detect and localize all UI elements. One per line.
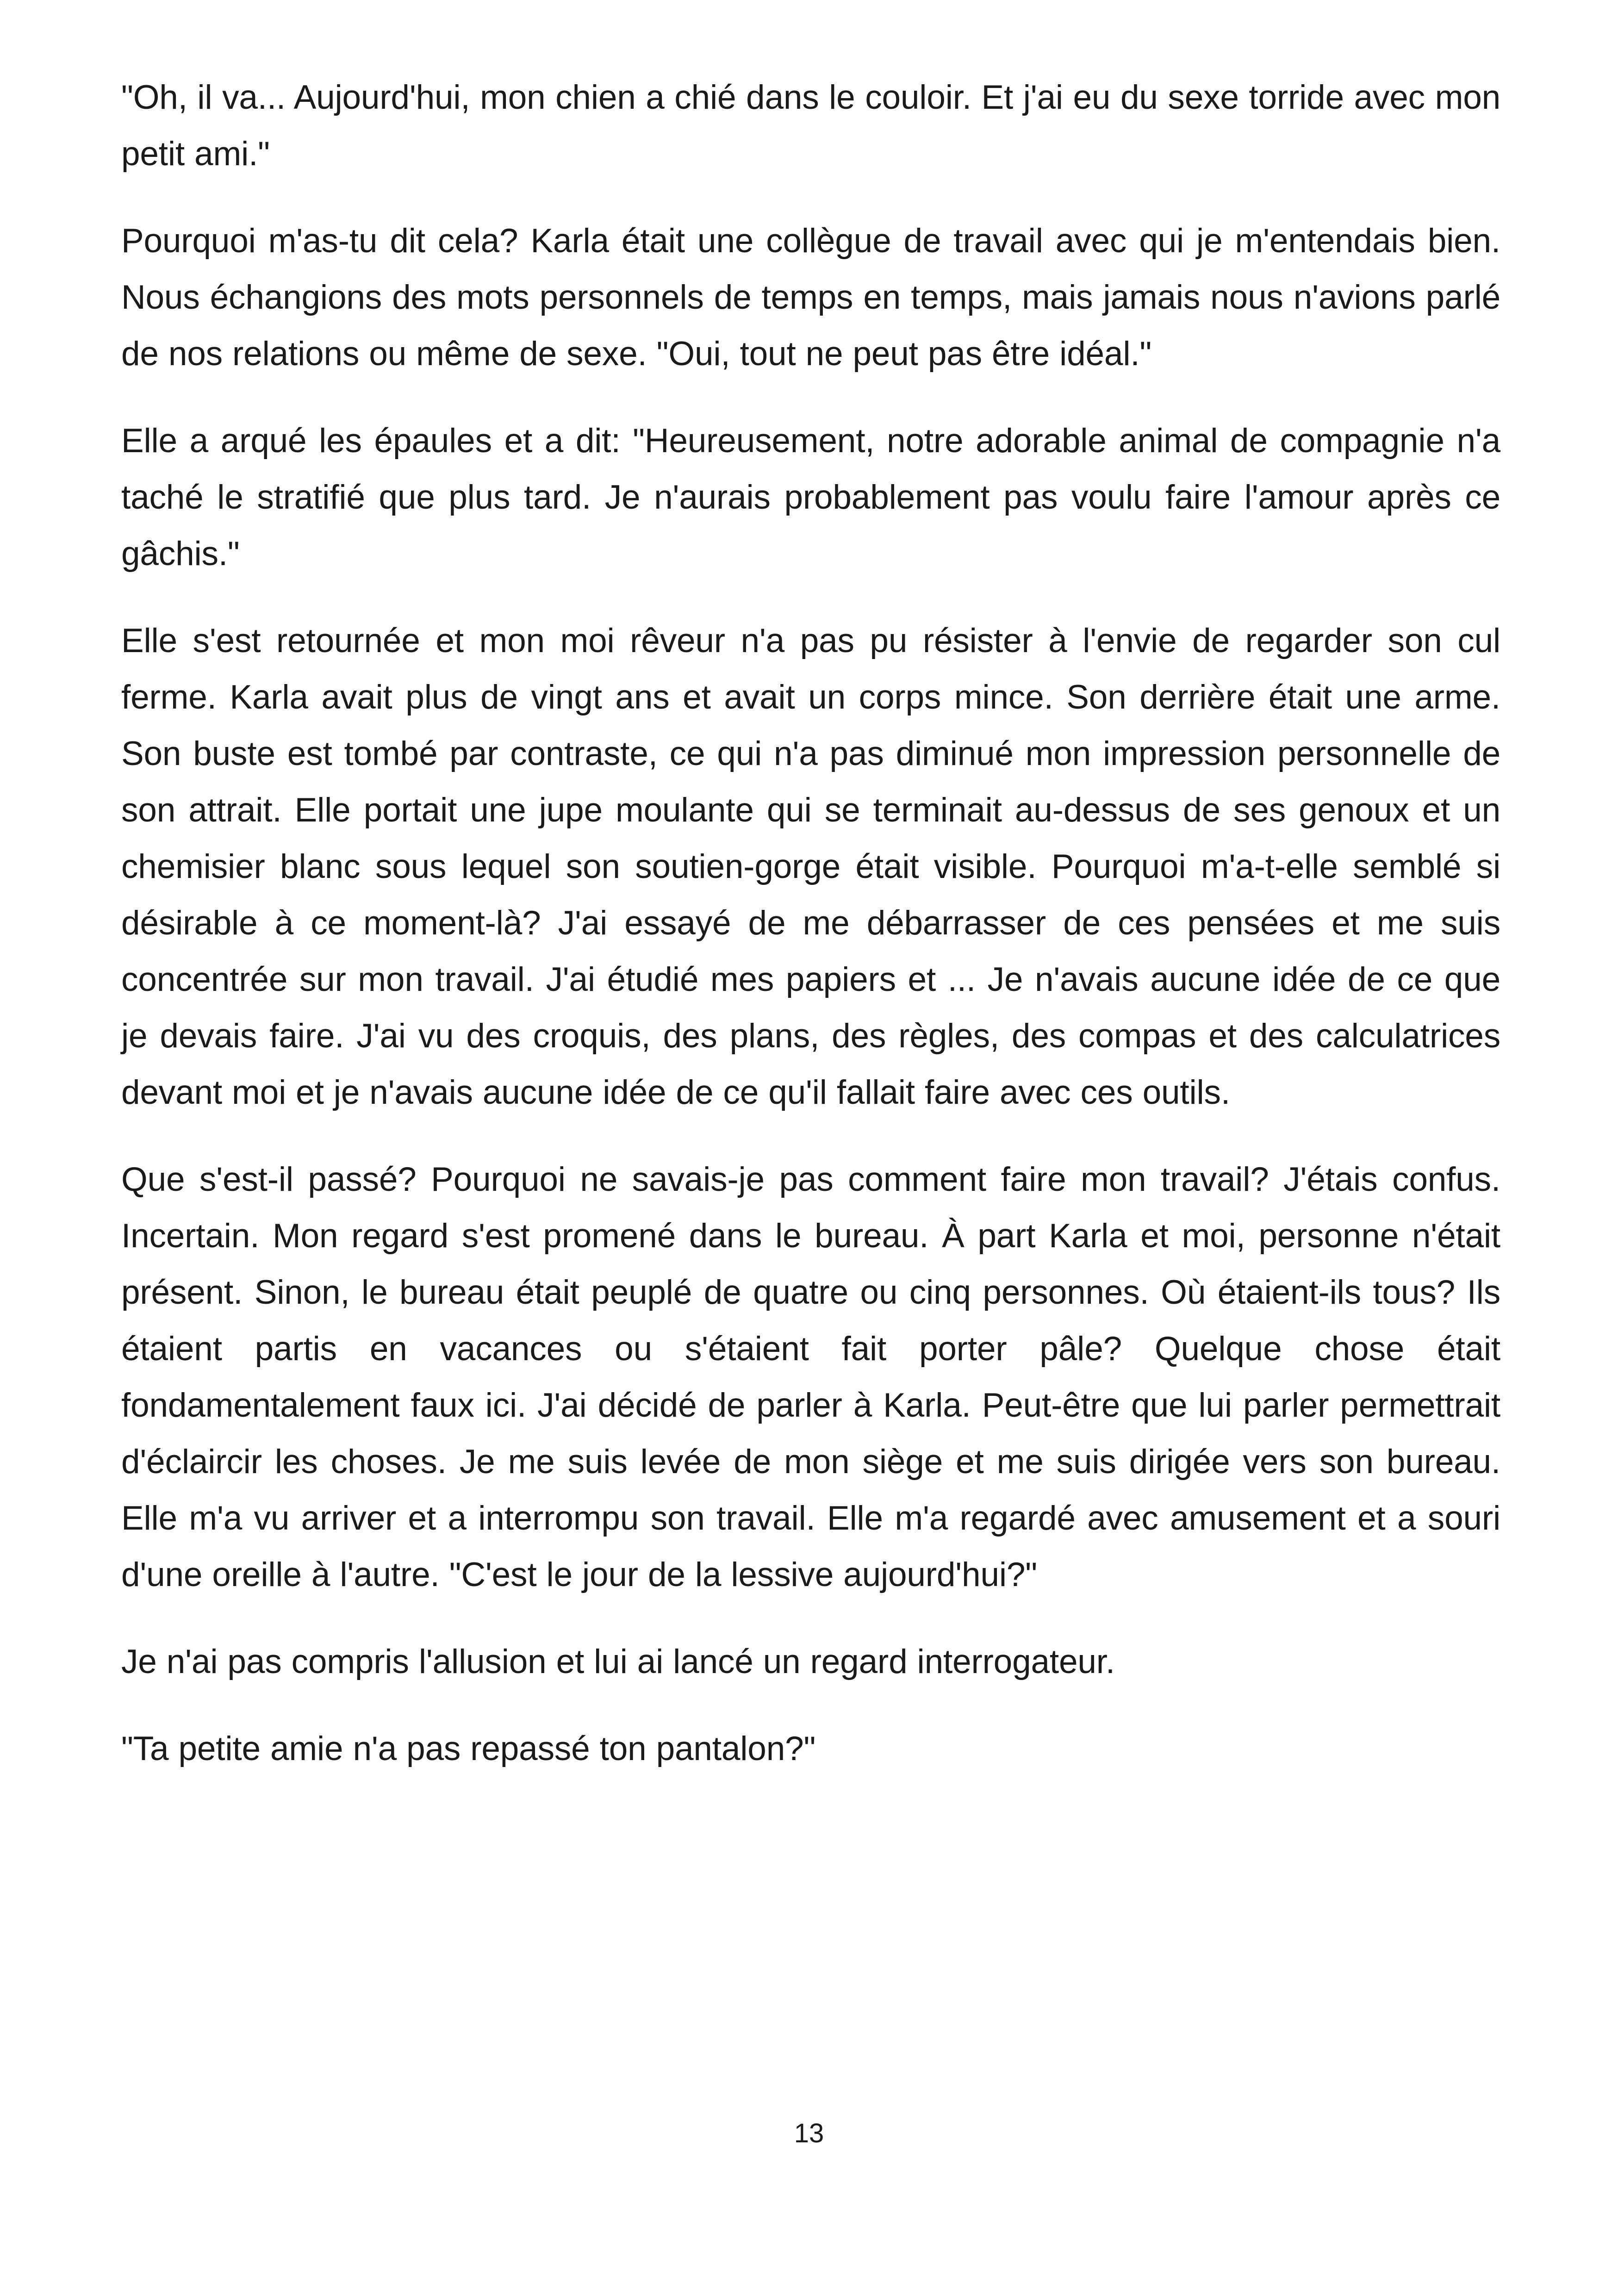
paragraph: Elle a arqué les épaules et a dit: "Heureusement, notre adorable animal de compagnie n'a taché le stratifié que plus tard. Je n'aurais probablement pas voulu faire l'amour après ce gâchis." [121,422,1500,572]
paragraph: Je n'ai pas compris l'allusion et lui ai lancé un regard interrogateur. [121,1643,1115,1680]
paragraph: "Ta petite amie n'a pas repassé ton pantalon?" [121,1730,816,1767]
paragraph: Pourquoi m'as-tu dit cela? Karla était une collègue de travail avec qui je m'entendais bien. Nous échangions des mots personnels de temps en temps, mais jamais nous n'avions parlé de nos relations ou même de sexe. "Oui, tout ne peut pas être idéal." [121,222,1500,373]
paragraph: "Oh, il va... Aujourd'hui, mon chien a chié dans le couloir. Et j'ai eu du sexe torride avec mon petit ami." [121,79,1500,173]
paragraph: Que s'est-il passé? Pourquoi ne savais-je pas comment faire mon travail? J'étais confus. Incertain. Mon regard s'est promené dans le bureau. À part Karla et moi, personne n'était présent. Sinon, le bureau était peuplé de quatre ou cinq personnes. Où étaient-ils tous? Ils étaient partis en vacances ou s'étaient fait porter pâle? Quelque chose était fondamentalement faux ici. J'ai décidé de parler à Karla. Peut-être que lui parler permettrait d'éclaircir les choses. Je me suis levée de mon siège et me suis dirigée vers son bureau. Elle m'a vu arriver et a interrompu son travail. Elle m'a regardé avec amusement et a souri d'une oreille à l'autre. "C'est le jour de la lessive aujourd'hui?" [121,1161,1500,1593]
page-number: 13 [794,2118,824,2148]
body-text [121,69,1500,1777]
paragraph: Elle s'est retournée et mon moi rêveur n'a pas pu résister à l'envie de regarder son cul ferme. Karla avait plus de vingt ans et avait un corps mince. Son derrière était une arme. Son buste est tombé par contraste, ce qui n'a pas diminué mon impression personnelle de son attrait. Elle portait une jupe moulante qui se terminait au-dessus de ses genoux et un chemisier blanc sous lequel son soutien-gorge était visible. Pourquoi m'a-t-elle semblé si désirable à ce moment-là? J'ai essayé de me débarrasser de ces pensées et me suis concentrée sur mon travail. J'ai étudié mes papiers et ... Je n'avais aucune idée de ce que je devais faire. J'ai vu des croquis, des plans, des règles, des compas et des calculatrices devant moi et je n'avais aucune idée de ce qu'il fallait faire avec ces outils. [121,622,1500,1111]
